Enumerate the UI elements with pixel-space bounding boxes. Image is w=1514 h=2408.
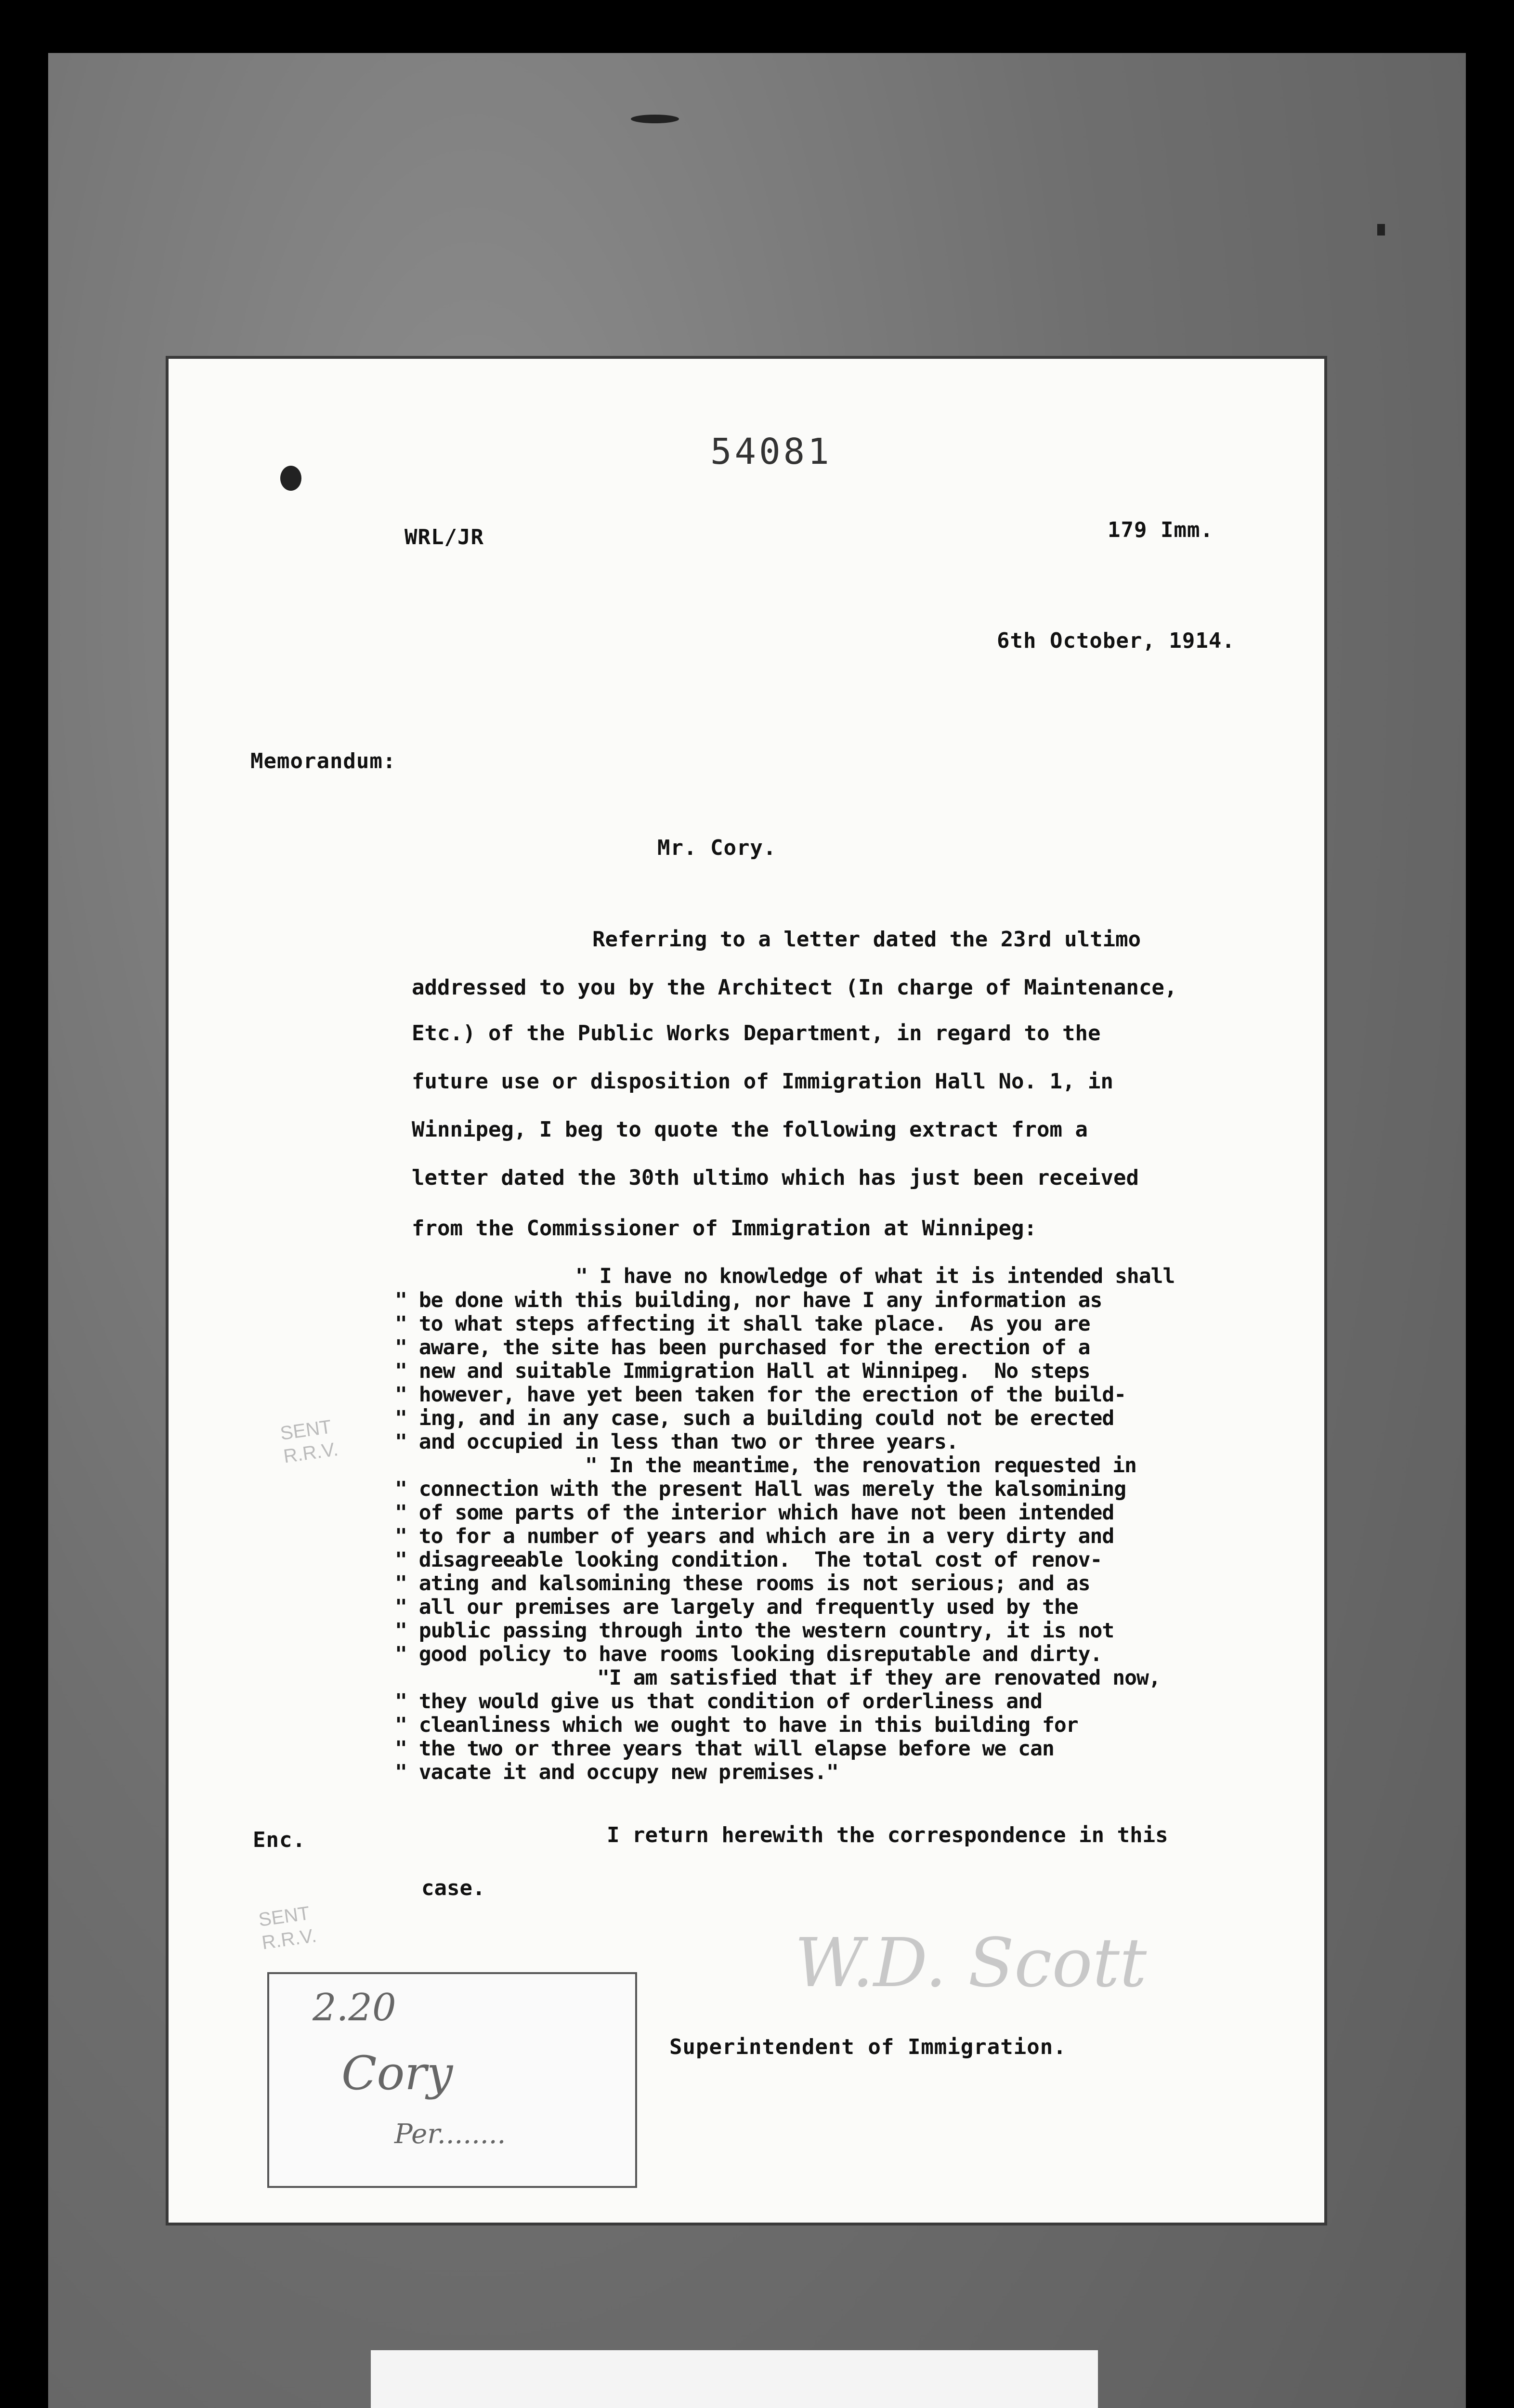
quote-line: " cleanliness which we ought to have in this building for [395, 1713, 1078, 1737]
faint-sent-stamp: SENT R.R.V. [257, 1902, 318, 1954]
body-line: from the Commissioner of Immigration at Winnipeg: [412, 1216, 1037, 1241]
quote-line: " ating and kalsomining these rooms is not serious; and as [395, 1571, 1090, 1596]
quote-line: " I have no knowledge of what it is intended shall [575, 1264, 1175, 1288]
reference-left: WRL/JR [405, 525, 484, 550]
signature-scrawl: W.D. Scott [795, 1924, 1147, 2002]
faint-sent-stamp: SENT R.R.V. [279, 1416, 339, 1467]
memo-addressee: Mr. Cory. [657, 836, 777, 860]
quote-line: " however, have yet been taken for the erection of the build- [395, 1383, 1126, 1407]
memo-heading: Memorandum: [250, 749, 396, 773]
quote-line: " of some parts of the interior which have not been intended [395, 1501, 1114, 1525]
body-line: letter dated the 30th ultimo which has just been received [412, 1165, 1139, 1190]
quote-line: " disagreeable looking condition. The total cost of renov- [395, 1548, 1102, 1572]
quote-line: " new and suitable Immigration Hall at Winnipeg. No steps [395, 1359, 1090, 1383]
received-stamp [267, 1972, 637, 2188]
quote-line: " In the meantime, the renovation requested in [585, 1453, 1136, 1478]
body-line: Referring to a letter dated the 23rd ultimo [592, 927, 1141, 952]
punch-hole [280, 466, 301, 491]
stamp-handwriting: Per........ [394, 2119, 506, 2150]
quote-line: " all our premises are largely and frequently used by the [395, 1595, 1078, 1619]
reference-right: 179 Imm. [1108, 518, 1214, 542]
stamp-handwriting: 2.20 [313, 1986, 396, 2029]
ink-mark [1377, 224, 1385, 236]
quote-line: " good policy to have rooms looking disreputable and dirty. [395, 1642, 1102, 1666]
quote-line: " and occupied in less than two or three years. [395, 1430, 958, 1454]
quote-line: " to for a number of years and which are in a very dirty and [395, 1524, 1114, 1548]
quote-line: "I am satisfied that if they are renovated now, [597, 1666, 1161, 1690]
memo-date: 6th October, 1914. [997, 628, 1235, 653]
body-line: future use or disposition of Immigration Hall No. 1, in [412, 1069, 1113, 1094]
quote-line: " they would give us that condition of orderliness and [395, 1689, 1042, 1714]
quote-line: " ing, and in any case, such a building could not be erected [395, 1406, 1114, 1430]
body-line: addressed to you by the Architect (In charge of Maintenance, [412, 975, 1177, 1000]
label-tab [371, 2350, 1098, 2408]
memorandum-page [169, 359, 1324, 2223]
closing-line: I return herewith the correspondence in this [607, 1823, 1168, 1847]
body-line: Etc.) of the Public Works Department, in regard to the [412, 1021, 1101, 1046]
ink-mark [631, 115, 679, 123]
quote-line: " vacate it and occupy new premises." [395, 1760, 838, 1784]
stamp-handwriting: Cory [341, 2046, 453, 2100]
file-number: 54081 [710, 431, 832, 472]
quote-line: " to what steps affecting it shall take place. As you are [395, 1312, 1090, 1336]
body-line: Winnipeg, I beg to quote the following extract from a [412, 1117, 1088, 1142]
quote-line: " the two or three years that will elapse before we can [395, 1737, 1054, 1761]
quote-line: " aware, the site has been purchased for the erection of a [395, 1335, 1090, 1360]
quote-line: " be done with this building, nor have I any information as [395, 1288, 1102, 1312]
enclosure-note: Enc. [253, 1828, 306, 1852]
closing-line: case. [421, 1876, 485, 1900]
signature-title: Superintendent of Immigration. [669, 2035, 1067, 2059]
quote-line: " public passing through into the western country, it is not [395, 1619, 1114, 1643]
quote-line: " connection with the present Hall was merely the kalsomining [395, 1477, 1126, 1501]
